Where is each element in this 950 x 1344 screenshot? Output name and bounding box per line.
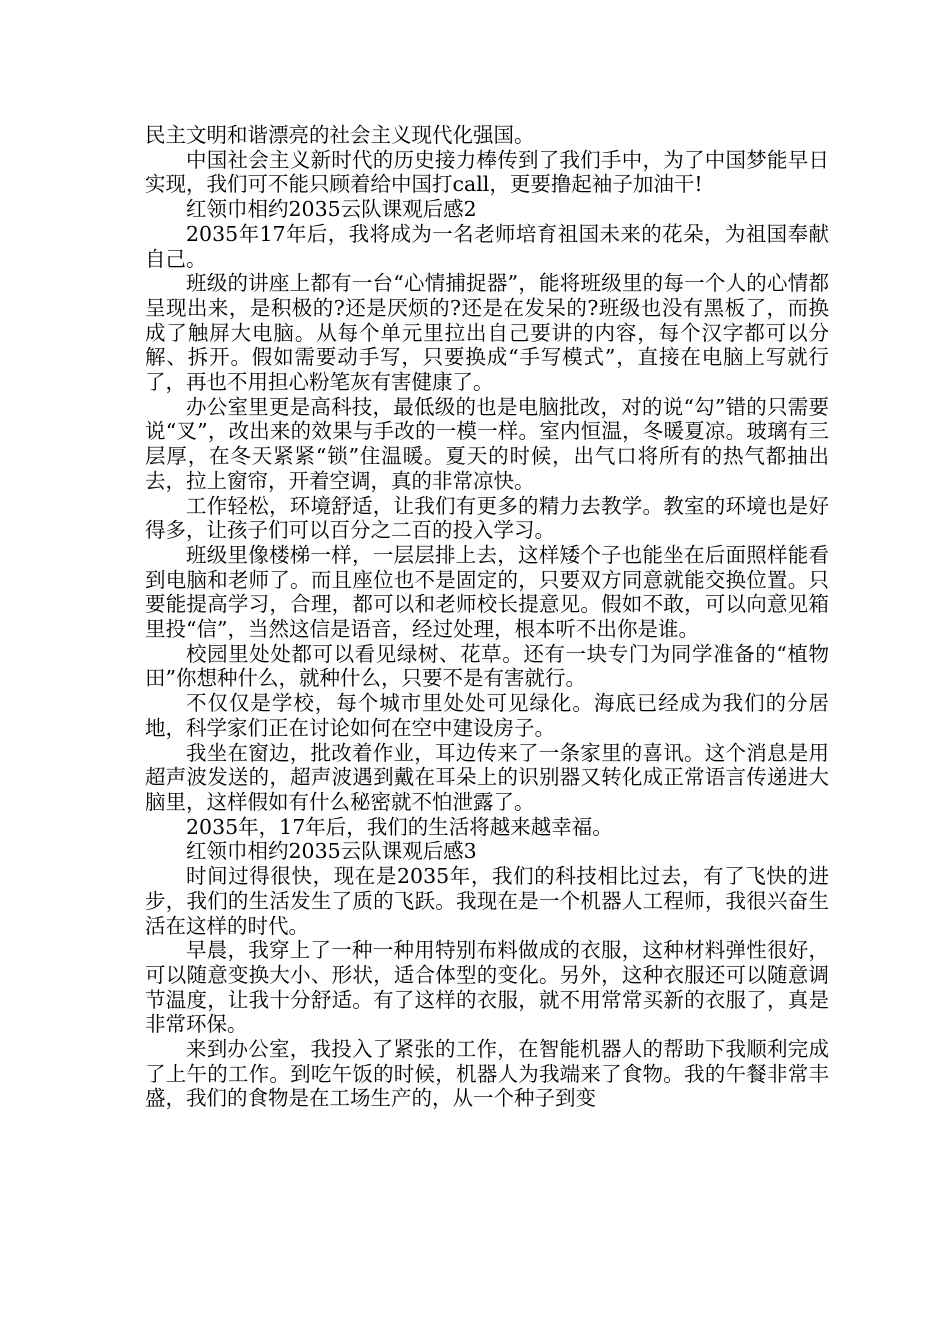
paragraph-8: 班级里像楼梯一样，一层层排上去，这样矮个子也能坐在后面照样能看到电脑和老师了。而且座位也不是固定的，只要双方同意就能交换位置。只要能提高学习，合理，都可以和老师校长提意见。假如不敢，可以向意见箱里投“信”，当然这信是语音，经过处理，根本听不出你是谁。 (145, 542, 829, 642)
paragraph-1: 民主文明和谐漂亮的社会主义现代化强国。 (145, 123, 535, 147)
paragraph-4: 2035年17年后，我将成为一名老师培育祖国未来的花朵，为祖国奉献自己。 (145, 221, 829, 271)
paragraph-5: 班级的讲座上都有一台“心情捕捉器”，能将班级里的每一个人的心情都呈现出来，是积极的?还是厌烦的?还是在发呆的?班级也没有黑板了，而换成了触屏大电脑。从每个单元里拉出自己要讲的内容，每个汉字都可以分解、拆开。假如需要动手写，只要换成“手写模式”，直接在电脑上写就行了，再也不用担心粉笔灰有害健康了。 (145, 271, 829, 395)
paragraph-9: 校园里处处都可以看见绿树、花草。还有一块专门为同学准备的“植物田”你想种什么，就种什么，只要不是有害就行。 (145, 641, 829, 691)
paragraph-16: 来到办公室，我投入了紧张的工作，在智能机器人的帮助下我顺利完成了上午的工作。到吃午饭的时候，机器人为我端来了食物。我的午餐非常丰盛，我们的食物是在工场生产的，从一个种子到变 (145, 1037, 829, 1111)
paragraph-6: 办公室里更是高科技，最低级的也是电脑批改，对的说“勾”错的只需要说“叉”，改出来的效果与手改的一模一样。室内恒温，冬暖夏凉。玻璃有三层厚，在冬天紧紧“锁”住温暖。夏天的时候，出气口将所有的热气都抽出去，拉上窗帘，开着空调，真的非常凉快。 (145, 394, 829, 493)
paragraph-7: 工作轻松，环境舒适，让我们有更多的精力去教学。教室的环境也是好得多，让孩子们可以百分之二百的投入学习。 (145, 493, 829, 543)
paragraph-11: 我坐在窗边，批改着作业，耳边传来了一条家里的喜讯。这个消息是用超声波发送的，超声波遇到戴在耳朵上的识别器又转化成正常语言传递进大脑里，这样假如有什么秘密就不怕泄露了。 (145, 740, 829, 814)
paragraph-2: 中国社会主义新时代的历史接力棒传到了我们手中，为了中国梦能早日实现，我们可不能只顾着给中国打call，更要撸起袖子加油干! (145, 147, 829, 197)
paragraph-15: 早晨，我穿上了一种一种用特别布料做成的衣服，这种材料弹性很好，可以随意变换大小、形状，适合体型的变化。另外，这种衣服还可以随意调节温度，让我十分舒适。有了这样的衣服，就不用常常买新的衣服了，真是非常环保。 (145, 938, 829, 1037)
document-page (145, 123, 829, 1111)
section-heading-2: 红领巾相约2035云队课观后感2 (186, 197, 477, 222)
paragraph-12: 2035年，17年后，我们的生活将越来越幸福。 (186, 814, 613, 839)
section-heading-3: 红领巾相约2035云队课观后感3 (186, 839, 477, 864)
paragraph-14: 时间过得很快，现在是2035年，我们的科技相比过去，有了飞快的进步，我们的生活发生了质的飞跃。我现在是一个机器人工程师，我很兴奋生活在这样的时代。 (145, 864, 829, 938)
paragraph-10: 不仅仅是学校，每个城市里处处可见绿化。海底已经成为我们的分居地，科学家们正在讨论如何在空中建设房子。 (145, 691, 829, 740)
